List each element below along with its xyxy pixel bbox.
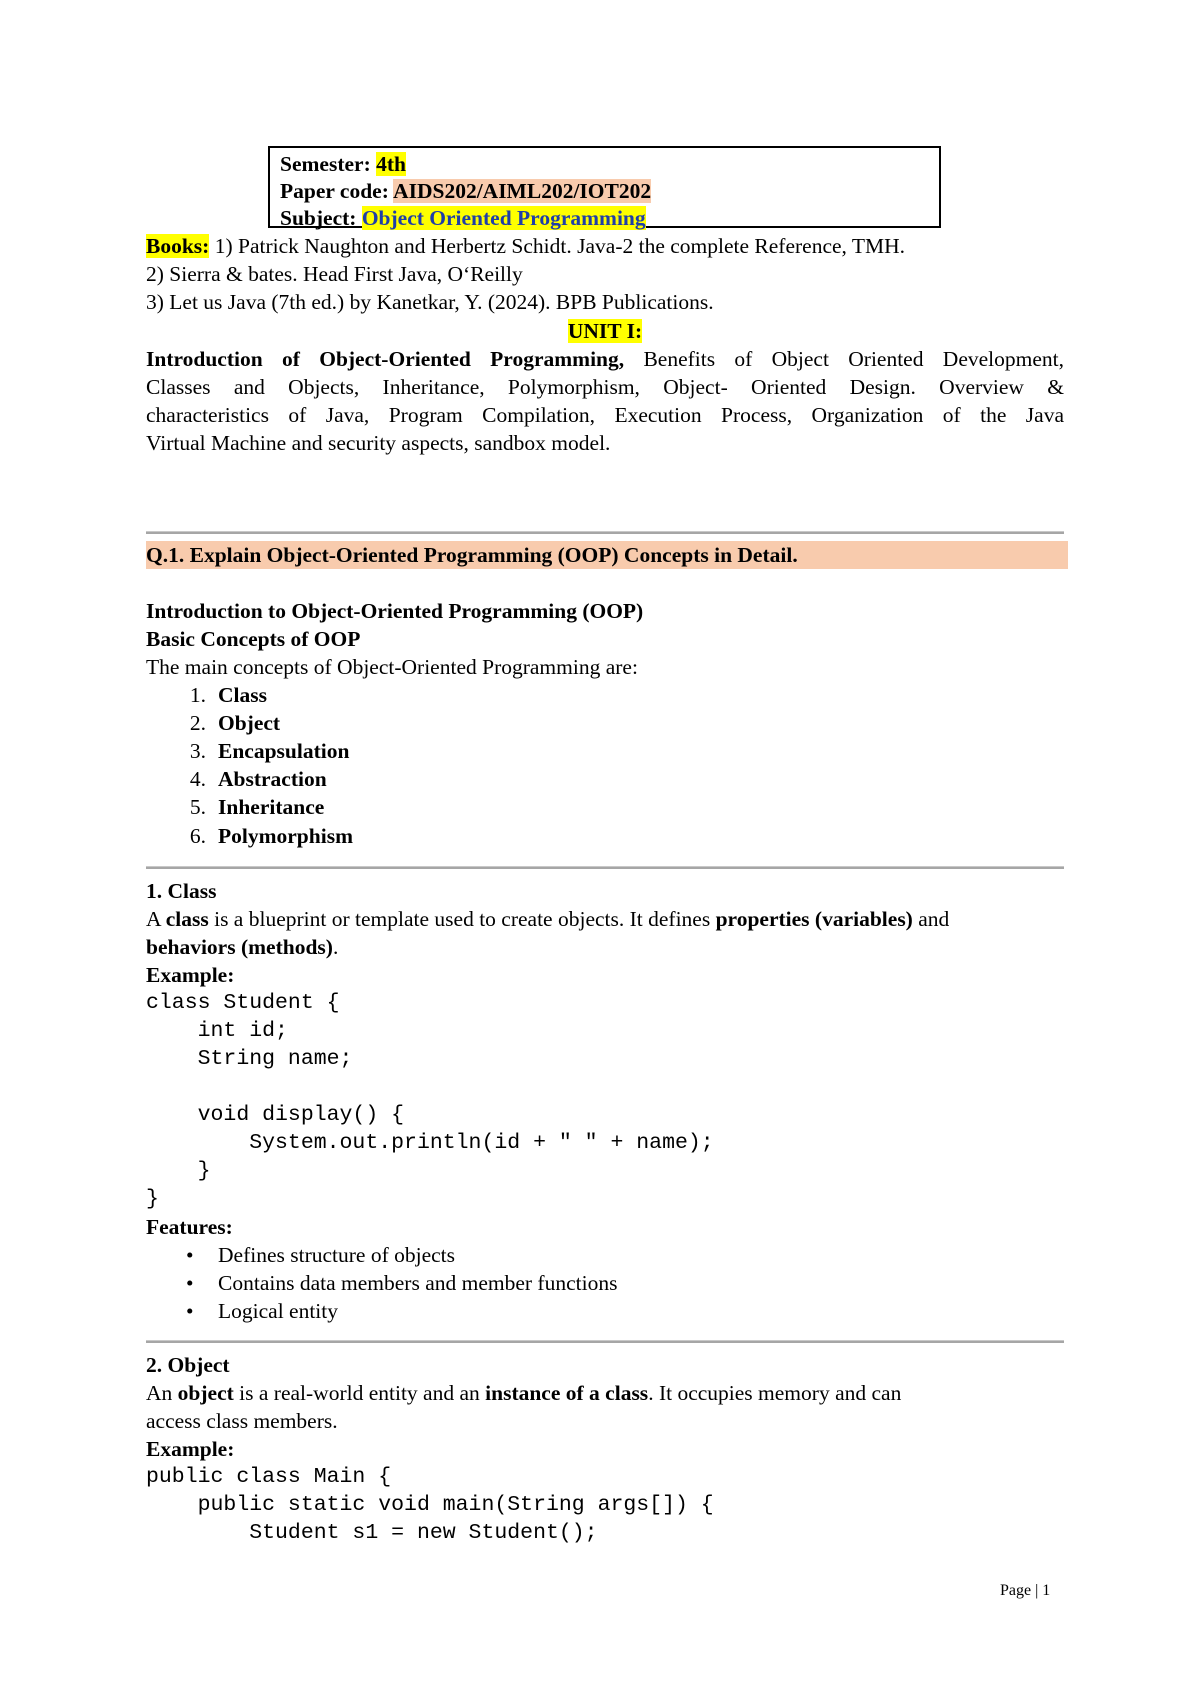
bullet-icon: • — [186, 1271, 194, 1295]
unit-line-3: characteristics of Java, Program Compilation, Execution Process, Organization of the Java — [146, 403, 1064, 427]
book-3: 3) Let us Java (7th ed.) by Kanetkar, Y. (2024). BPB Publications. — [146, 290, 714, 314]
code-line: int id; — [146, 1019, 288, 1043]
features-list — [146, 1241, 1064, 1325]
concept-label: Polymorphism — [218, 824, 353, 848]
bullet-icon: • — [186, 1299, 194, 1323]
list-number: 6. — [189, 824, 206, 848]
text-bold: class — [165, 907, 209, 931]
books-line-1 — [146, 232, 905, 260]
concept-label: Object — [218, 711, 281, 735]
question-title: Q.1. Explain Object-Oriented Programming (OOP) Concepts in Detail. — [146, 543, 798, 567]
book-2: 2) Sierra & bates. Head First Java, O‘Reilly — [146, 262, 523, 286]
subject-value: Object Oriented Programming — [361, 206, 646, 230]
code-line: } — [146, 1159, 211, 1183]
bullet-icon: • — [186, 1243, 194, 1267]
text-bold: properties (variables) — [715, 907, 913, 931]
course-info-box — [268, 146, 941, 228]
text: A — [146, 907, 166, 931]
features-label: Features: — [146, 1215, 233, 1239]
class-para-2 — [146, 933, 338, 961]
code-line: void display() { — [146, 1103, 405, 1127]
object-para-1 — [146, 1379, 901, 1407]
unit-title-row — [146, 317, 1064, 345]
intro-lead: The main concepts of Object-Oriented Programming are: — [146, 655, 638, 679]
divider — [146, 1340, 1064, 1343]
unit-intro-bold: Introduction of Object-Oriented Programming, — [146, 347, 625, 371]
class-example-label: Example: — [146, 963, 235, 987]
text-bold: instance of a class — [485, 1381, 649, 1405]
list-number: 4. — [189, 767, 206, 791]
code-line: System.out.println(id + " " + name); — [146, 1131, 714, 1155]
text: An — [146, 1381, 178, 1405]
paper-code-line — [280, 178, 651, 205]
text: is a blueprint or template used to create objects. It defines — [208, 907, 716, 931]
page-number: Page | 1 — [1000, 1582, 1051, 1599]
intro-subheading: Basic Concepts of OOP — [146, 627, 361, 651]
concept-label: Inheritance — [218, 795, 325, 819]
paper-code-value: AIDS202/AIML202/IOT202 — [393, 179, 652, 203]
object-example-label: Example: — [146, 1437, 235, 1461]
text: and — [912, 907, 950, 931]
code-line: String name; — [146, 1047, 353, 1071]
text-bold: object — [177, 1381, 234, 1405]
unit-line-1 — [146, 345, 1064, 373]
intro-heading: Introduction to Object-Oriented Programming (OOP) — [146, 599, 644, 623]
divider — [146, 531, 1064, 534]
feature-text: Logical entity — [218, 1299, 339, 1323]
unit-line-1-rest: Benefits of Object Oriented Development, — [624, 347, 1064, 371]
divider — [146, 866, 1064, 869]
unit-line-4: Virtual Machine and security aspects, sandbox model. — [146, 431, 611, 455]
code-line: public static void main(String args[]) { — [146, 1493, 714, 1517]
text: . It occupies memory and can — [648, 1381, 902, 1405]
paper-code-label: Paper code: — [280, 179, 394, 203]
concept-label: Abstraction — [218, 767, 327, 791]
text-bold: behaviors (methods) — [146, 935, 333, 959]
object-para-2: access class members. — [146, 1409, 338, 1433]
concepts-list — [146, 681, 1064, 851]
text: . — [332, 935, 339, 959]
books-label: Books: — [146, 234, 210, 258]
text: is a real-world entity and an — [233, 1381, 486, 1405]
concept-label: Encapsulation — [218, 739, 350, 763]
book-1: 1) Patrick Naughton and Herbertz Schidt. Java-2 the complete Reference, TMH. — [209, 234, 906, 258]
semester-line — [280, 151, 406, 178]
semester-label: Semester: — [280, 152, 377, 176]
unit-line-2: Classes and Objects, Inheritance, Polymorphism, Object- Oriented Design. Overview & — [146, 375, 1064, 399]
list-number: 5. — [189, 795, 206, 819]
code-line: public class Main { — [146, 1465, 392, 1489]
semester-value: 4th — [376, 152, 406, 176]
code-line: Student s1 = new Student(); — [146, 1521, 598, 1545]
subject-label: Subject: — [280, 206, 362, 230]
feature-text: Defines structure of objects — [218, 1243, 456, 1267]
class-para-1 — [146, 905, 949, 933]
list-number: 1. — [189, 683, 206, 707]
object-heading: 2. Object — [146, 1353, 230, 1377]
list-number: 2. — [189, 711, 206, 735]
class-heading: 1. Class — [146, 879, 217, 903]
code-line: } — [146, 1187, 159, 1211]
concept-label: Class — [218, 683, 267, 707]
list-number: 3. — [189, 739, 206, 763]
code-line: class Student { — [146, 991, 340, 1015]
subject-line — [280, 205, 646, 232]
feature-text: Contains data members and member functions — [218, 1271, 618, 1295]
unit-title: UNIT I: — [567, 319, 643, 343]
